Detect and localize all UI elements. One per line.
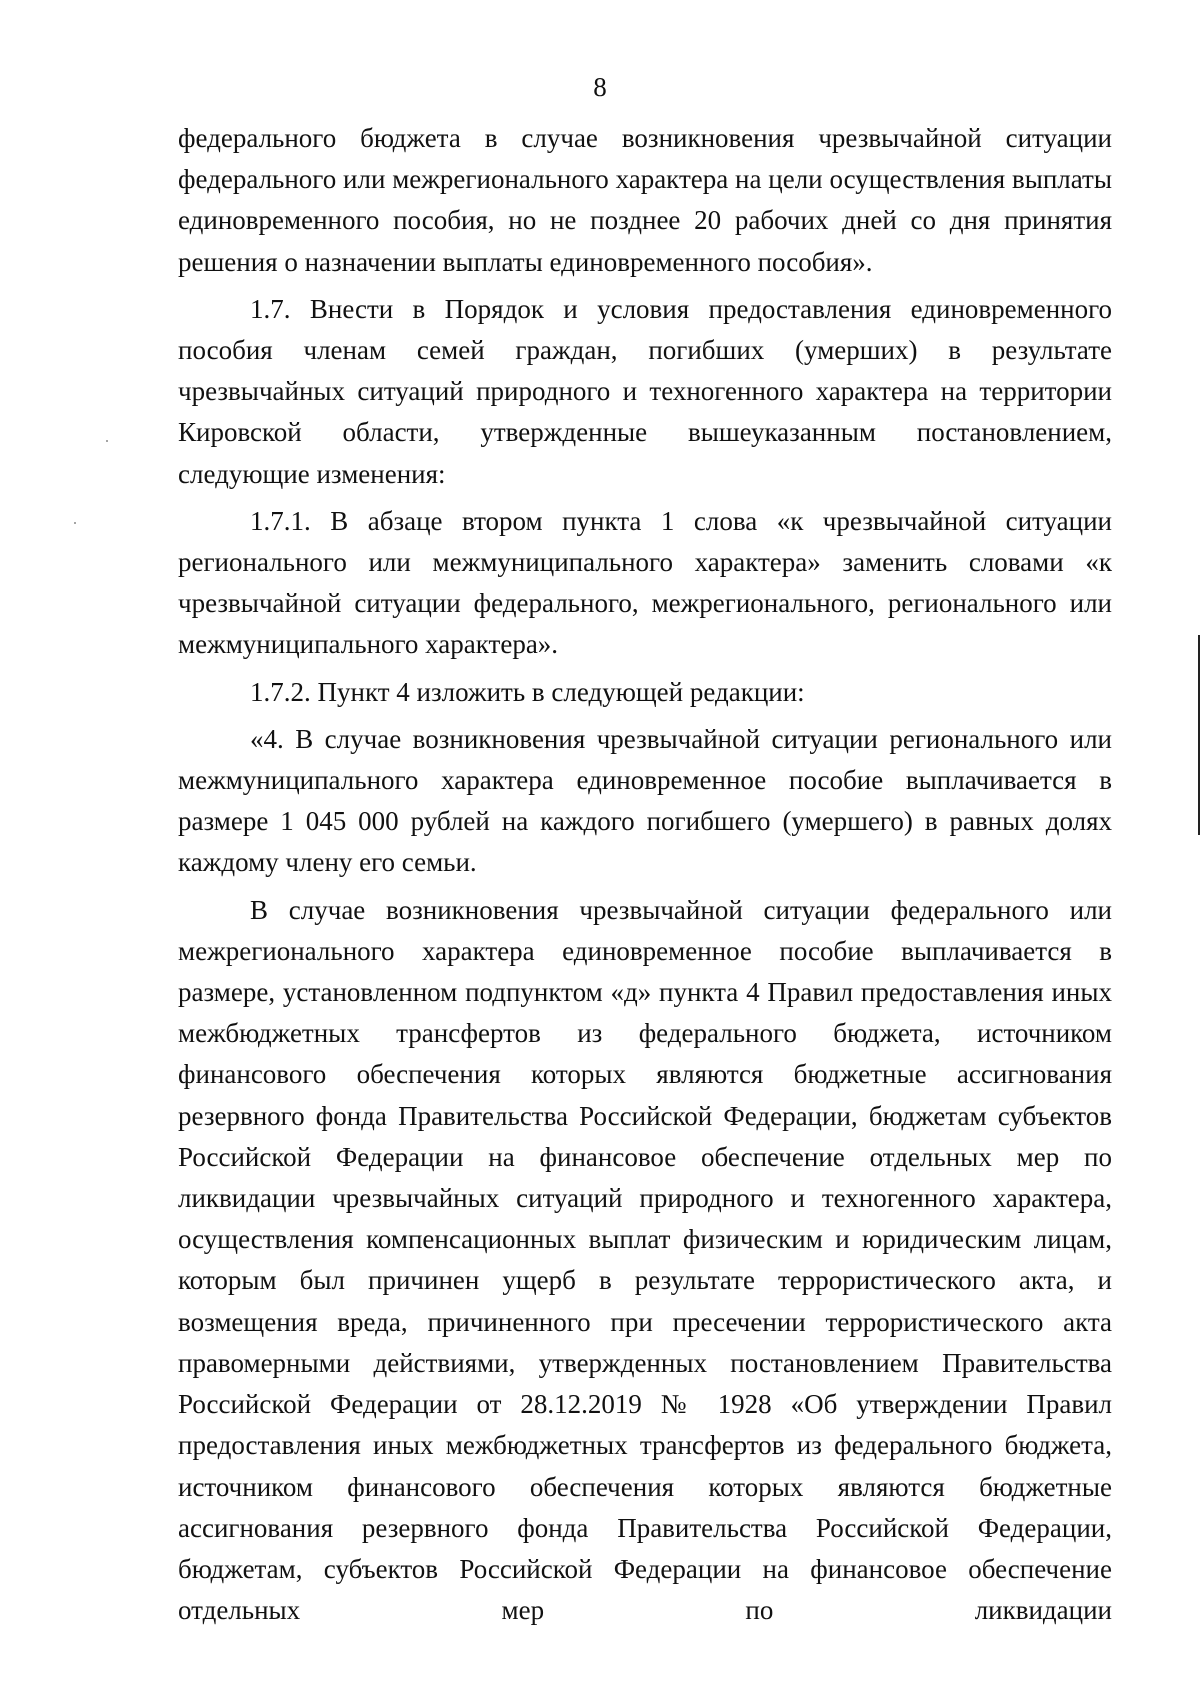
- document-body: [178, 118, 1112, 1631]
- page-number: 8: [593, 72, 607, 102]
- scan-speck: [74, 522, 76, 524]
- paragraph-item-1-7-2: 1.7.2. Пункт 4 изложить в следующей редакции:: [250, 676, 805, 707]
- paragraph-item-1-7-1: 1.7.1. В абзаце втором пункта 1 слова «к чрезвычайной ситуации регионального или межмуниципального характера» заменить словами «к чрезвычайной ситуации федерального, межрегионального, регионального или межмуниципального характера».: [178, 505, 1112, 660]
- paragraph-item-1-7: 1.7. Внести в Порядок и условия предоставления единовременного пособия членам семей граждан, погибших (умерших) в результате чрезвычайных ситуаций природного и техногенного характера на территории Кировской области, утвержденные вышеуказанным постановлением, следующие изменения:: [178, 293, 1112, 489]
- paragraph-continuation: федерального бюджета в случае возникновения чрезвычайной ситуации федерального или межрегионального характера на цели осуществления выплаты единовременного пособия, но не позднее 20 рабочих дней со дня принятия решения о назначении выплаты единовременного пособия».: [178, 123, 1112, 277]
- scan-speck: [106, 440, 108, 442]
- paragraph-quoted-item-4: «4. В случае возникновения чрезвычайной ситуации регионального или межмуниципального характера единовременное пособие выплачивается в размере 1 045 000 рублей на каждого погибшего (умершего) в равных долях каждому члену его семьи.: [178, 723, 1112, 878]
- paragraph-federal-case: В случае возникновения чрезвычайной ситуации федерального или межрегионального характера единовременное пособие выплачивается в размере, установленном подпунктом «д» пункта 4 Правил предоставления иных межбюджетных трансфертов из федерального бюджета, источником финансового обеспечения которых являются бюджетные ассигнования резервного фонда Правительства Российской Федерации, бюджетам субъектов Российской Федерации на финансовое обеспечение отдельных мер по ликвидации чрезвычайных ситуаций природного и техногенного характера, осуществления компенсационных выплат физическим и юридическим лицам, которым был причинен ущерб в результате террористического акта, и возмещения вреда, причиненного при пресечении террористического акта правомерными действиями, утвержденных постановлением Правительства Российской Федерации от 28.12.2019 № 1928 «Об утверждении Правил предоставления иных межбюджетных трансфертов из федерального бюджета, источником финансового обеспечения которых являются бюджетные ассигнования резервного фонда Правительства Российской Федерации, бюджетам, субъектов Российской Федерации на финансовое обеспечение отдельных мер по ликвидации: [178, 894, 1112, 1626]
